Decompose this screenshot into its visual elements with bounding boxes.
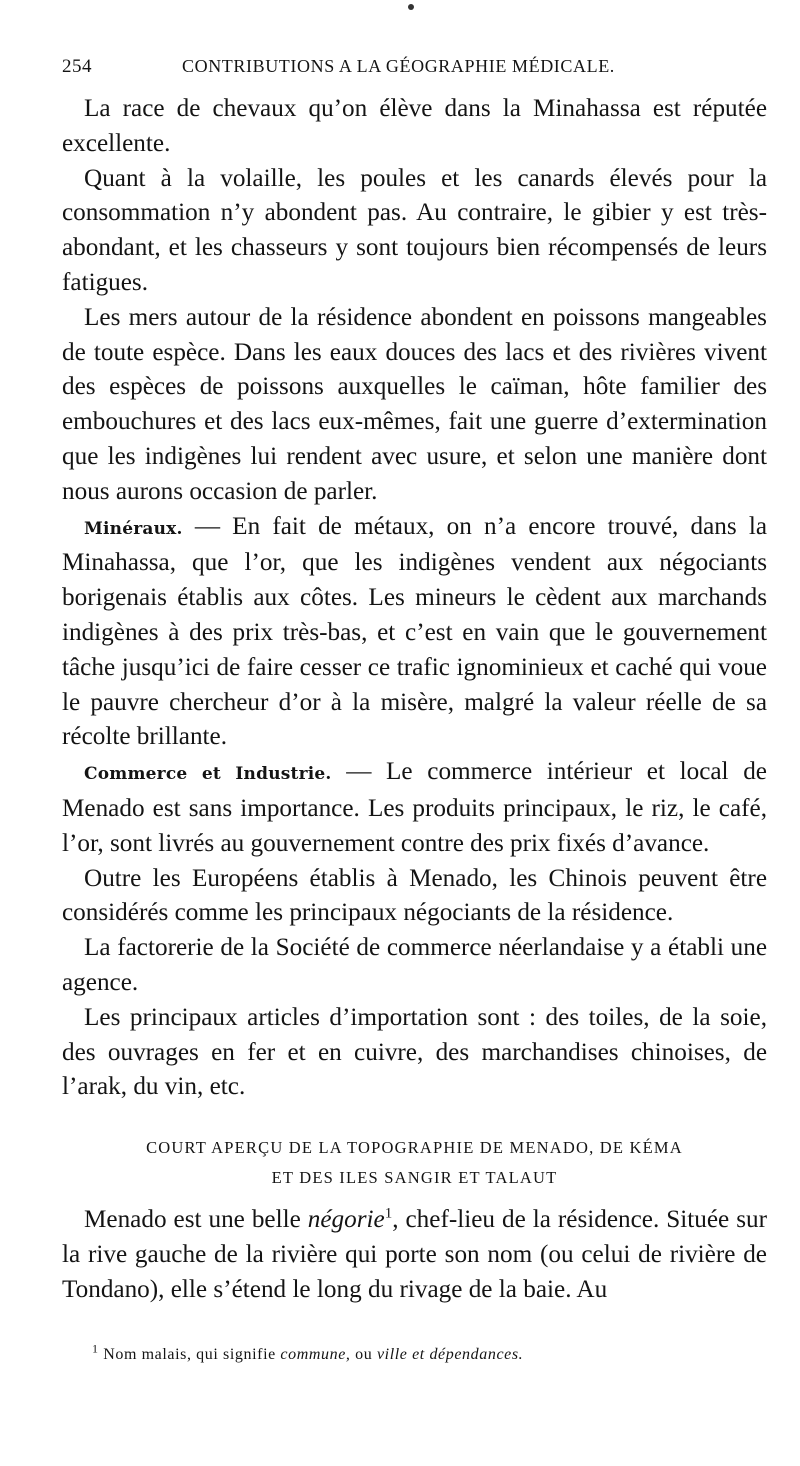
book-page xyxy=(62,56,767,1308)
paragraph-factory: La factorerie de la Société de commerce néerlandaise y a établi une agence. xyxy=(62,934,767,996)
menado-text-start: Menado est une belle xyxy=(84,1206,308,1234)
paragraph-imports: Les principaux articles d’importation sont : des toiles, de la soie, des ouvrages en fer et en cuivre, des marchandises chinoises, de l’arak, du vin, etc. xyxy=(62,1003,767,1101)
top-ink-mark xyxy=(408,4,414,10)
minerals-text: — En fait de métaux, on n’a encore trouvé, dans la Minahassa, que l’or, que les indigènes vendent aux négociants borigenais établis aux côtes. Les mineurs le cèdent aux marchands indigènes à des prix très-bas, et c’est en vain que le gouvernement tâche jusqu’ici de faire cesser ce trafic ignominieux et caché qui voue le pauvre chercheur d’or à la misère, malgré la valeur réelle de sa récolte brillante. xyxy=(62,512,767,751)
footnote-text-middle: ou xyxy=(350,1346,377,1363)
paragraph-minerals xyxy=(62,510,767,756)
footnote-term-ville: ville et dépendances. xyxy=(376,1346,524,1363)
running-title: CONTRIBUTIONS A LA GÉOGRAPHIE MÉDICALE. xyxy=(182,56,615,76)
rubric-minerals: Minéraux. xyxy=(84,518,183,539)
main-text xyxy=(62,92,767,1308)
footnote-reference: 1 xyxy=(384,1205,393,1222)
paragraph-menado xyxy=(62,1203,767,1307)
paragraph-commerce xyxy=(62,755,767,861)
page-header xyxy=(62,56,767,90)
paragraph-fish: Les mers autour de la résidence abondent en poissons mangeables de toute espèce. Dans les eaux douces des lacs et des rivières vivent des espèces de poissons auxquelles le caïman, hôte familier des embouchures et des lacs eux-mêmes, fait une guerre d’extermination que les indigènes lui rendent avec usure, et selon une manière dont nous aurons occasion de parler. xyxy=(62,303,767,505)
section-heading-line-2: ET DES ILES SANGIR ET TALAUT xyxy=(271,1168,558,1188)
footnote-term-commune: commune, xyxy=(280,1346,351,1363)
footnote-marker: 1 xyxy=(92,1341,99,1356)
section-heading xyxy=(62,1133,767,1193)
term-negorie: négorie xyxy=(307,1206,385,1234)
rubric-commerce: Commerce et Industrie. xyxy=(84,764,332,785)
paragraph-merchants: Outre les Européens établis à Menado, les Chinois peuvent être considérés comme les principaux négociants de la résidence. xyxy=(62,864,767,927)
section-heading-line-1: COURT APERÇU DE LA TOPOGRAPHIE DE MENADO, DE KÉMA xyxy=(146,1138,683,1158)
page-number: 254 xyxy=(62,56,92,77)
paragraph-horses: La race de chevaux qu’on élève dans la Minahassa est réputée excellente. xyxy=(62,95,767,157)
commerce-text: — Le commerce intérieur et local de Menado est sans importance. Les produits principaux, le riz, le café, l’or, sont livrés au gouvernement contre des prix fixés d’avance. xyxy=(62,758,767,857)
footnote-text-start: Nom malais, qui signifie xyxy=(103,1346,281,1363)
menado-text-rest: , chef-lieu de la résidence. Située sur la rive gauche de la rivière qui porte son nom (ou celui de rivière de Tondano), elle s’étend le long du rivage de la baie. Au xyxy=(62,1206,767,1303)
footnote xyxy=(92,1341,524,1364)
paragraph-poultry: Quant à la volaille, les poules et les canards élevés pour la consommation n’y abondent pas. Au contraire, le gibier y est très-abondant, et les chasseurs y sont toujours bien récompensés de leurs fatigues. xyxy=(62,164,767,296)
